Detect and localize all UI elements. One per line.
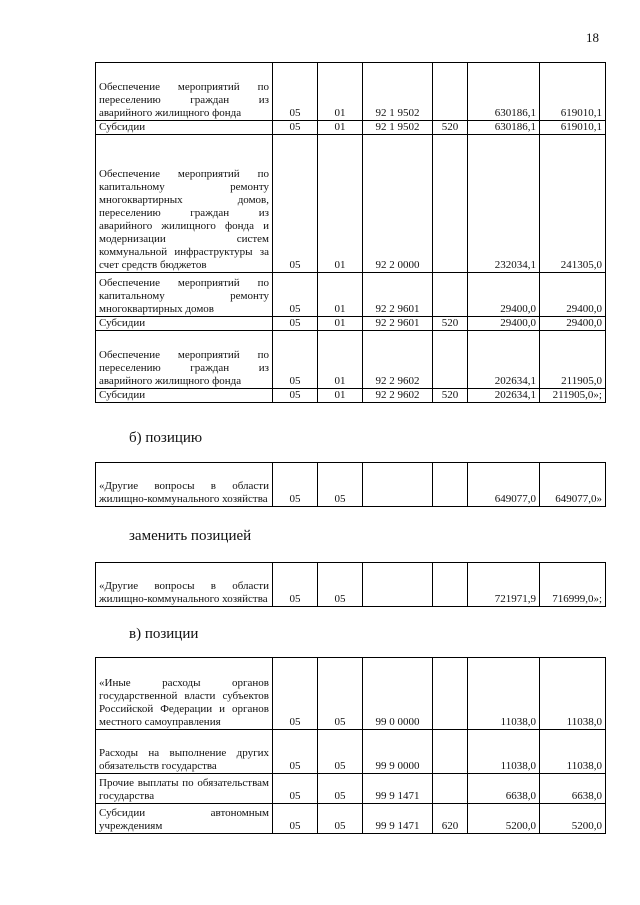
row-section: 05 (273, 563, 318, 607)
row-value-1: 630186,1 (468, 121, 540, 135)
section-heading-v: в) позиции (129, 626, 199, 642)
row-value-2: 716999,0»; (540, 563, 606, 607)
row-subsection: 01 (318, 135, 363, 273)
row-expense-type (433, 63, 468, 121)
row-section: 05 (273, 63, 318, 121)
row-subsection: 05 (318, 658, 363, 730)
row-target-code: 99 9 0000 (363, 730, 433, 774)
row-value-2: 11038,0 (540, 730, 606, 774)
row-expense-type: 520 (433, 317, 468, 331)
row-subsection: 05 (318, 804, 363, 834)
row-section: 05 (273, 273, 318, 317)
row-name: Субсидии (96, 317, 273, 331)
budget-table-2 (95, 462, 606, 507)
row-section: 05 (273, 331, 318, 389)
row-subsection: 05 (318, 463, 363, 507)
row-subsection: 01 (318, 331, 363, 389)
row-value-2: 5200,0 (540, 804, 606, 834)
table-row (96, 804, 606, 834)
table-row (96, 563, 606, 607)
row-section: 05 (273, 804, 318, 834)
row-subsection: 01 (318, 63, 363, 121)
row-target-code: 92 2 9601 (363, 273, 433, 317)
row-target-code: 92 2 0000 (363, 135, 433, 273)
table-row (96, 730, 606, 774)
row-name: «Другие вопросы в области жилищно-коммунального хозяйства (96, 563, 273, 607)
row-value-2: 619010,1 (540, 63, 606, 121)
table-row (96, 658, 606, 730)
row-name: Обеспечение мероприятий по капитальному ремонту многоквартирных домов (96, 273, 273, 317)
row-name: Обеспечение мероприятий по капитальному ремонту многоквартирных домов, переселению граждан из аварийного жилищного фонда и модернизации систем коммунальной инфраструктуры за счет средств бюджетов (96, 135, 273, 273)
row-expense-type (433, 273, 468, 317)
row-name: Прочие выплаты по обязательствам государства (96, 774, 273, 804)
row-value-2: 649077,0» (540, 463, 606, 507)
row-section: 05 (273, 730, 318, 774)
row-target-code (363, 463, 433, 507)
row-name: Субсидии (96, 389, 273, 403)
row-expense-type (433, 563, 468, 607)
row-expense-type (433, 135, 468, 273)
row-value-1: 630186,1 (468, 63, 540, 121)
row-section: 05 (273, 121, 318, 135)
table-row (96, 389, 606, 403)
row-value-1: 202634,1 (468, 389, 540, 403)
row-expense-type (433, 730, 468, 774)
row-section: 05 (273, 135, 318, 273)
row-target-code: 99 9 1471 (363, 804, 433, 834)
row-value-2: 211905,0»; (540, 389, 606, 403)
row-target-code: 92 2 9602 (363, 331, 433, 389)
row-value-2: 6638,0 (540, 774, 606, 804)
row-section: 05 (273, 463, 318, 507)
row-expense-type: 520 (433, 121, 468, 135)
row-subsection: 01 (318, 273, 363, 317)
row-section: 05 (273, 317, 318, 331)
table-row (96, 774, 606, 804)
row-name: «Другие вопросы в области жилищно-коммунального хозяйства (96, 463, 273, 507)
budget-table-4 (95, 657, 606, 834)
table-row (96, 463, 606, 507)
row-subsection: 05 (318, 563, 363, 607)
row-value-1: 11038,0 (468, 658, 540, 730)
row-value-1: 29400,0 (468, 273, 540, 317)
row-expense-type: 620 (433, 804, 468, 834)
row-target-code: 92 1 9502 (363, 121, 433, 135)
table-row (96, 135, 606, 273)
row-name: Обеспечение мероприятий по переселению граждан из аварийного жилищного фонда (96, 331, 273, 389)
row-value-1: 29400,0 (468, 317, 540, 331)
row-section: 05 (273, 389, 318, 403)
budget-table-3 (95, 562, 606, 607)
row-expense-type (433, 331, 468, 389)
row-target-code: 92 2 9601 (363, 317, 433, 331)
row-expense-type (433, 658, 468, 730)
row-value-1: 202634,1 (468, 331, 540, 389)
row-subsection: 05 (318, 774, 363, 804)
row-section: 05 (273, 658, 318, 730)
row-expense-type: 520 (433, 389, 468, 403)
table-row (96, 273, 606, 317)
row-subsection: 01 (318, 317, 363, 331)
row-section: 05 (273, 774, 318, 804)
row-target-code: 99 9 1471 (363, 774, 433, 804)
row-value-2: 211905,0 (540, 331, 606, 389)
row-value-2: 241305,0 (540, 135, 606, 273)
row-name: Обеспечение мероприятий по переселению граждан из аварийного жилищного фонда (96, 63, 273, 121)
row-value-2: 619010,1 (540, 121, 606, 135)
row-target-code (363, 563, 433, 607)
row-name: Расходы на выполнение других обязательств государства (96, 730, 273, 774)
table-row (96, 63, 606, 121)
row-subsection: 01 (318, 121, 363, 135)
row-expense-type (433, 774, 468, 804)
row-name: «Иные расходы органов государственной власти субъектов Российской Федерации и органов местного самоуправления (96, 658, 273, 730)
row-value-1: 232034,1 (468, 135, 540, 273)
table-row (96, 121, 606, 135)
row-expense-type (433, 463, 468, 507)
row-value-2: 29400,0 (540, 317, 606, 331)
page-number: 18 (586, 30, 599, 45)
row-subsection: 01 (318, 389, 363, 403)
row-value-1: 721971,9 (468, 563, 540, 607)
section-heading-b: б) позицию (129, 430, 203, 446)
row-target-code: 92 2 9602 (363, 389, 433, 403)
section-heading-replace: заменить позицией (129, 528, 252, 544)
row-value-2: 11038,0 (540, 658, 606, 730)
row-value-1: 11038,0 (468, 730, 540, 774)
row-subsection: 05 (318, 730, 363, 774)
budget-table-1 (95, 62, 606, 403)
row-target-code: 99 0 0000 (363, 658, 433, 730)
row-value-1: 5200,0 (468, 804, 540, 834)
row-name: Субсидии автономным учреждениям (96, 804, 273, 834)
row-value-1: 6638,0 (468, 774, 540, 804)
row-value-1: 649077,0 (468, 463, 540, 507)
row-value-2: 29400,0 (540, 273, 606, 317)
row-name: Субсидии (96, 121, 273, 135)
row-target-code: 92 1 9502 (363, 63, 433, 121)
table-row (96, 317, 606, 331)
table-row (96, 331, 606, 389)
